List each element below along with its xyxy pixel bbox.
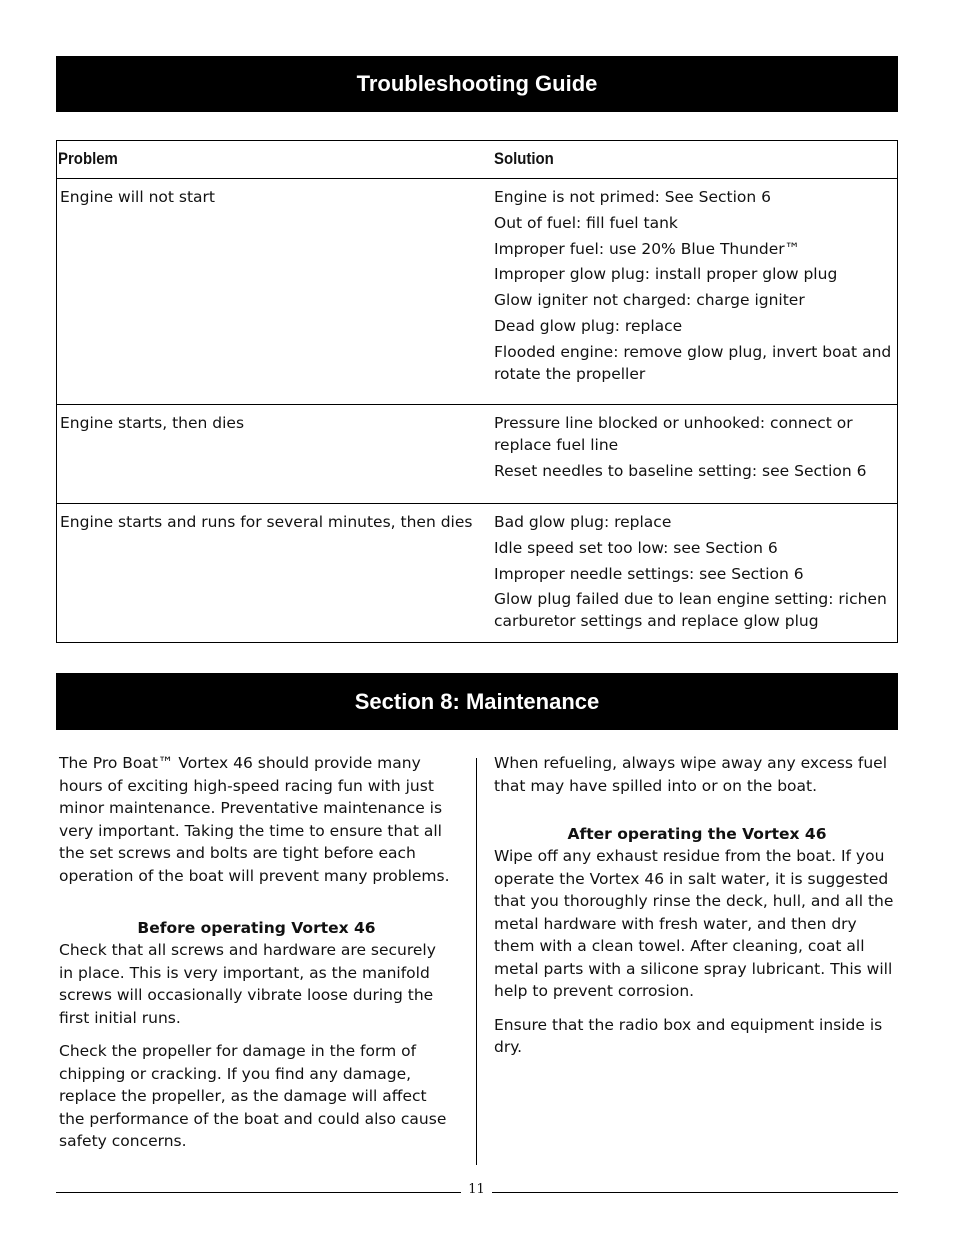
maintenance-right-column (494, 752, 900, 1070)
column-divider (476, 758, 477, 1165)
solution-item: Out of fuel: fill fuel tank (494, 213, 678, 232)
maintenance-left-column (59, 752, 454, 1164)
solution-item: Reset needles to baseline setting: see Section 6 (494, 461, 867, 480)
solution-cell (494, 511, 892, 636)
problem-cell: Engine starts and runs for several minutes, then dies (60, 513, 473, 531)
solution-item: Improper needle settings: see Section 6 (494, 564, 804, 583)
page-number: 11 (468, 1182, 485, 1197)
solution-item: Engine is not primed: See Section 6 (494, 188, 772, 206)
screws-paragraph: Check that all screws and hardware are securely in place. This is very important, as the manifold screws will occasionally vibrate loose during the first initial runs. (59, 941, 436, 1027)
solution-item: Bad glow plug: replace (494, 513, 672, 531)
table-row (57, 404, 897, 504)
header-problem: Problem (58, 149, 118, 168)
solution-item: Idle speed set too low: see Section 6 (494, 538, 778, 557)
solution-item: Flooded engine: remove glow plug, invert boat and rotate the propeller (494, 342, 892, 383)
table-header (57, 141, 897, 179)
refueling-paragraph: When refueling, always wipe away any excess fuel that may have spilled into or on the boat. (494, 754, 888, 795)
maintenance-title: Section 8: Maintenance (56, 673, 898, 730)
solution-item: Glow plug failed due to lean engine setting: richen carburetor settings and replace glow plug (494, 590, 887, 631)
table-row (57, 179, 897, 404)
propeller-paragraph: Check the propeller for damage in the form of chipping or cracking. If you find any damage, replace the propeller, as the damage will affect the performance of the boat and could also cause safety concerns. (59, 1042, 447, 1150)
solution-item: Glow igniter not charged: charge igniter (494, 291, 805, 310)
maintenance-intro: The Pro Boat™ Vortex 46 should provide many hours of exciting high-speed racing fun with just minor maintenance. Preventative maintenance is very important. Taking the time to ensure that all the set screws and bolts are tight before each operation of the boat will prevent many problems. (59, 754, 450, 885)
after-operating-heading: After operating the Vortex 46 (567, 825, 827, 843)
troubleshooting-title: Troubleshooting Guide (56, 56, 898, 112)
footer-rule-right (492, 1192, 898, 1193)
solution-cell (494, 412, 892, 486)
radio-box-paragraph: Ensure that the radio box and equipment inside is dry. (494, 1015, 883, 1056)
solution-item: Dead glow plug: replace (494, 316, 683, 335)
cleaning-paragraph: Wipe off any exhaust residue from the boat. If you operate the Vortex 46 in salt water, it is suggested that you thoroughly rinse the deck, hull, and all the metal hardware with fresh water, and then dry them with a clean towel. After cleaning, coat all metal parts with a silicone spray lubricant. This will help to prevent corrosion. (494, 847, 894, 1000)
header-solution: Solution (494, 149, 554, 168)
solution-item: Improper glow plug: install proper glow plug (494, 265, 838, 284)
table-row (57, 503, 897, 643)
problem-cell: Engine starts, then dies (60, 414, 245, 432)
footer-rule-left (56, 1192, 461, 1193)
problem-cell: Engine will not start (60, 188, 215, 206)
before-operating-heading: Before operating Vortex 46 (137, 919, 376, 937)
solution-cell (494, 186, 892, 389)
troubleshooting-table (56, 140, 898, 643)
solution-item: Improper fuel: use 20% Blue Thunder™ (494, 239, 801, 258)
solution-item: Pressure line blocked or unhooked: connect or replace fuel line (494, 414, 853, 454)
